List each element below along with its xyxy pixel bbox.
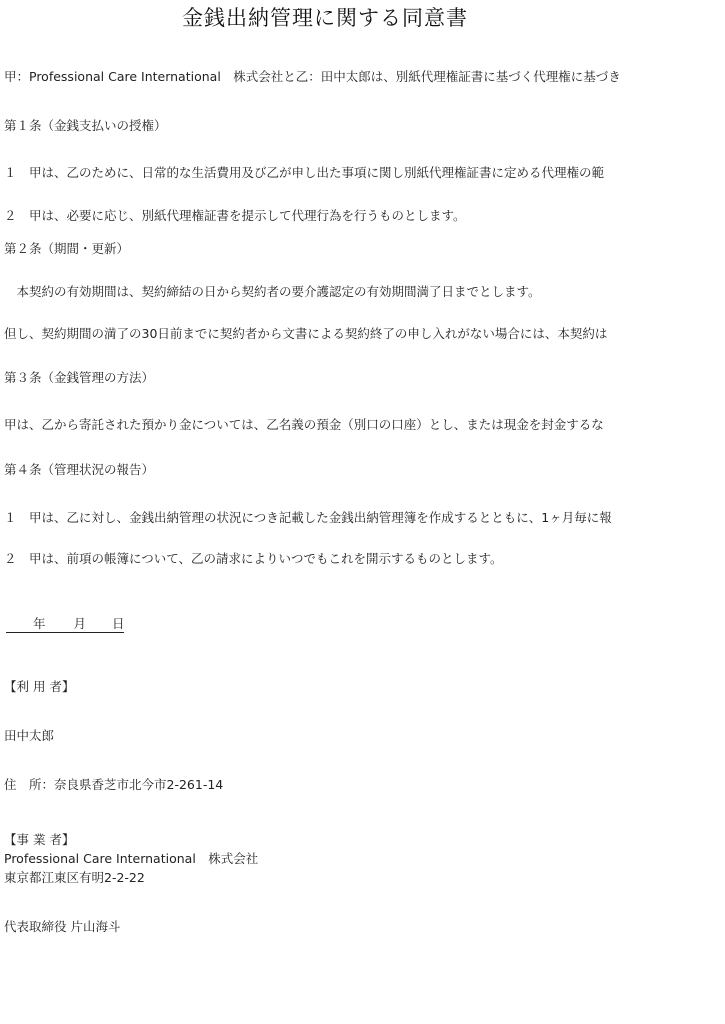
user-section-label: 【利 用 者】: [4, 679, 75, 694]
article-1-heading: 第１条（金銭支払いの授権）: [4, 118, 167, 133]
provider-representative: 代表取締役 片山海斗: [4, 919, 121, 934]
provider-company-name: Professional Care International 株式会社: [4, 851, 259, 866]
article-4-item-2: ２ 甲は、前項の帳簿について、乙の請求によりいつでもこれを開示するものとします。: [4, 551, 503, 566]
article-4-heading: 第４条（管理状況の報告）: [4, 462, 155, 477]
article-1-item-2: ２ 甲は、必要に応じ、別紙代理権証書を提示して代理行為を行うものとします。: [4, 208, 466, 223]
article-3-heading: 第３条（金銭管理の方法）: [4, 370, 155, 385]
article-3-paragraph-1: 甲は、乙から寄託された預かり金については、乙名義の預金（別口の口座）とし、または現金を封金するな: [4, 417, 604, 432]
date-day-label: 日: [112, 616, 125, 631]
document-title: 金銭出納管理に関する同意書: [182, 6, 468, 30]
article-2-paragraph-1: 本契約の有効期間は、契約締結の日から契約者の要介護認定の有効期間満了日までとします。: [4, 284, 541, 299]
date-month-label: 月: [73, 616, 87, 631]
article-2-paragraph-2: 但し、契約期間の満了の30日前までに契約者から文書による契約終了の申し入れがない場合には、本契約は: [4, 326, 608, 341]
signature-date-line: [6, 616, 124, 633]
article-2-heading: 第２条（期間・更新）: [4, 241, 130, 256]
date-year-label: 年: [33, 616, 46, 631]
user-name: 田中太郎: [4, 728, 55, 743]
article-4-item-1: １ 甲は、乙に対し、金銭出納管理の状況につき記載した金銭出納管理簿を作成するとともに、1ヶ月毎に報: [4, 510, 612, 525]
provider-address: 東京都江東区有明2-2-22: [4, 870, 145, 885]
provider-section-label: 【事 業 者】: [4, 832, 75, 847]
article-1-item-1: １ 甲は、乙のために、日常的な生活費用及び乙が申し出た事項に関し別紙代理権証書に定める代理権の範: [4, 165, 605, 180]
user-address: 住 所：奈良県香芝市北今市2-261-14: [4, 777, 224, 792]
intro-paragraph: 甲：Professional Care International 株式会社と乙：田中太郎は、別紙代理権証書に基づく代理権に基づき: [4, 69, 621, 84]
